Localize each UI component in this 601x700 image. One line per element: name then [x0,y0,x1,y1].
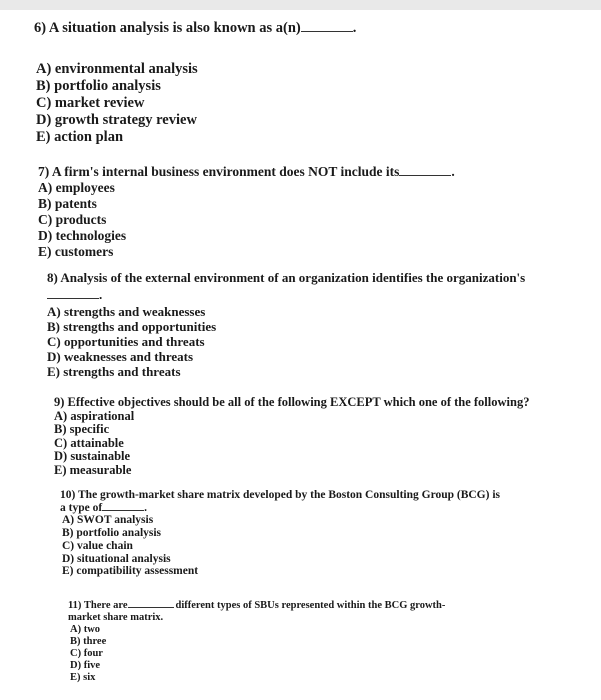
question-9 [54,396,529,478]
option-b: B) three [70,636,107,647]
question-stem [54,396,529,410]
stem-text: 9) Effective objectives should be all of the following EXCEPT which one of the following? [54,395,530,409]
answer-blank [128,607,174,608]
stem-text: 10) The growth-market share matrix developed by the Boston Consulting Group (BCG) is [60,489,501,501]
option-c: C) attainable [54,435,124,450]
option-b: B) strengths and opportunities [47,319,217,334]
question-stem [34,20,356,37]
option-b: B) patents [38,196,97,211]
stem-text: 11) There are [68,600,128,611]
stem-text: 6) A situation analysis is also known as a(n) [34,20,301,36]
top-edge-strip [0,0,601,10]
option-a: A) environmental analysis [36,61,198,77]
options-list [47,304,525,379]
stem-period: . [144,501,148,514]
answer-blank [47,298,99,299]
option-d: D) sustainable [54,449,131,464]
option-e: E) compatibility assessment [62,565,199,578]
option-e: E) strengths and threats [47,364,181,379]
question-stem [68,600,445,612]
stem-text: 8) Analysis of the external environment of an organization identifies the organization's [47,270,526,285]
option-e: E) action plan [36,129,124,145]
option-a: A) two [70,624,101,635]
answer-blank [399,175,451,176]
answer-blank [102,510,144,511]
stem-period: . [99,287,103,302]
option-e: E) measurable [54,462,132,477]
options-list [68,624,445,684]
option-d: D) technologies [38,228,127,243]
options-list [54,410,529,478]
question-stem-line2 [60,502,500,515]
option-c: C) value chain [62,539,133,552]
option-a: A) SWOT analysis [62,514,154,527]
question-stem-line2 [68,612,445,624]
option-c: C) four [70,648,103,659]
options-list [34,61,356,146]
option-c: C) opportunities and threats [47,334,205,349]
option-c: C) products [38,212,107,227]
option-b: B) specific [54,422,110,437]
question-stem [47,270,525,285]
question-11 [68,600,445,684]
question-stem [60,489,500,502]
option-e: E) six [70,672,96,683]
option-e: E) customers [38,244,114,259]
question-stem [38,164,455,180]
options-list [60,514,500,578]
question-7 [38,164,455,260]
option-b: B) portfolio analysis [36,78,161,94]
answer-blank [301,31,353,32]
question-stem-line2 [47,287,525,302]
option-a: A) strengths and weaknesses [47,304,206,319]
option-a: A) employees [38,180,115,195]
question-10 [60,489,500,578]
stem-text-line2: a type of [60,501,103,514]
question-6 [34,20,356,146]
stem-period: . [352,20,357,36]
stem-text-rest: different types of SBUs represented within the BCG growth- [175,600,446,611]
options-list [38,180,455,260]
option-d: D) weaknesses and threats [47,349,194,364]
question-8 [47,270,525,379]
option-b: B) portfolio analysis [62,527,162,540]
option-c: C) market review [36,95,145,111]
stem-period: . [451,164,455,179]
option-d: D) five [70,660,101,671]
option-a: A) aspirational [54,408,135,423]
option-d: D) situational analysis [62,552,171,565]
option-d: D) growth strategy review [36,112,197,128]
stem-text-line2: market share matrix. [68,612,164,623]
stem-text: 7) A firm's internal business environment does NOT include its [38,164,400,179]
